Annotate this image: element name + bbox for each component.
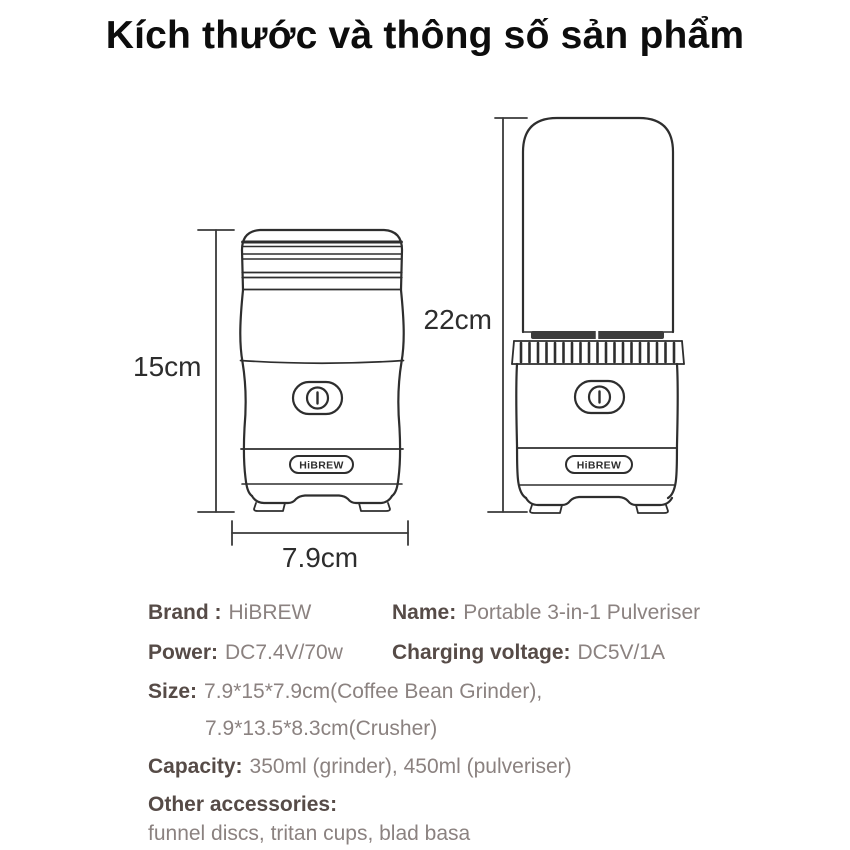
- power-button-icon: [575, 381, 624, 413]
- spec-row-size-continued: [205, 716, 437, 742]
- power-button-icon: [293, 382, 342, 414]
- pulveriser-base: [516, 364, 526, 498]
- hibrew-logo: [566, 456, 632, 473]
- grinder-lid: [242, 230, 402, 290]
- spec-row-power-charging: [148, 640, 666, 666]
- size-label: Size:: [148, 680, 198, 703]
- pulveriser-drawing: [512, 118, 684, 513]
- size-value-line1: 7.9*15*7.9cm(Coffee Bean Grinder),: [204, 680, 543, 703]
- name-value: Portable 3-in-1 Pulveriser: [463, 601, 701, 624]
- brand-label: Brand :: [148, 601, 222, 624]
- page-title: Kích thước và thông số sản phẩm: [105, 14, 745, 57]
- spec-row-capacity: [148, 754, 572, 780]
- power-label: Power:: [148, 641, 219, 664]
- dimension-line-grinder-height: [198, 230, 234, 512]
- grinder-height-label: 15cm: [133, 351, 202, 382]
- pulveriser-height-label: 22cm: [423, 304, 492, 335]
- charging-voltage-value: DC5V/1A: [577, 641, 666, 664]
- hibrew-logo-text: HiBREW: [299, 459, 344, 472]
- dimension-line-pulveriser-height: [488, 118, 527, 512]
- grinder-body: [240, 290, 252, 496]
- charging-voltage-label: Charging voltage:: [392, 641, 571, 664]
- pulveriser-cup: [523, 118, 673, 332]
- accessories-label: Other accessories:: [148, 793, 338, 816]
- spec-row-brand-name: [148, 600, 701, 626]
- spec-row-size: [148, 679, 542, 705]
- ribbed-ring: [512, 341, 684, 364]
- capacity-value: 350ml (grinder), 450ml (pulveriser): [249, 755, 572, 778]
- size-value-line2: 7.9*13.5*8.3cm(Crusher): [205, 717, 438, 740]
- grinder-drawing: [240, 230, 403, 511]
- accessories-value: funnel discs, tritan cups, blad basa: [148, 822, 471, 845]
- name-label: Name:: [392, 601, 457, 624]
- hibrew-logo: [290, 456, 353, 473]
- brand-value: HiBREW: [228, 601, 312, 624]
- capacity-label: Capacity:: [148, 755, 243, 778]
- power-value: DC7.4V/70w: [225, 641, 343, 664]
- spec-row-accessories-label: [148, 792, 337, 818]
- spec-row-accessories-value: [148, 821, 470, 847]
- grinder-width-label: 7.9cm: [281, 542, 359, 573]
- hibrew-logo-text: HiBREW: [576, 459, 622, 472]
